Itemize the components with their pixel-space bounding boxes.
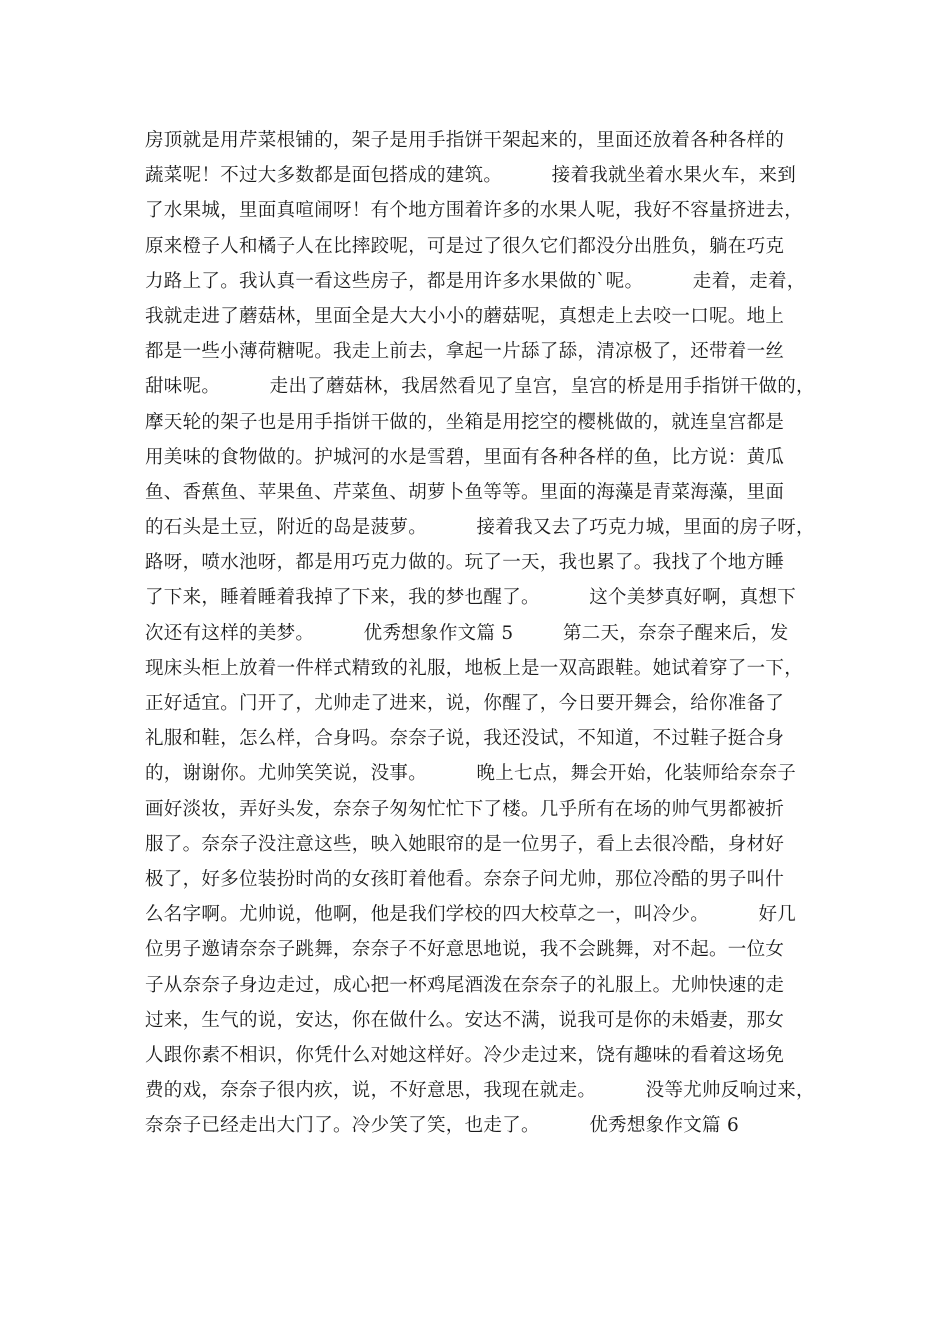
text-line: 画好淡妆，弄好头发，奈奈子匆匆忙忙下了楼。几乎所有在场的帅气男都被折 bbox=[145, 798, 785, 820]
text-line: 位男子邀请奈奈子跳舞，奈奈子不好意思地说，我不会跳舞，对不起。一位女 bbox=[145, 939, 785, 961]
text-line: 么名字啊。尤帅说，他啊，他是我们学校的四大校草之一，叫冷少。 好几 bbox=[145, 904, 797, 926]
text-line: 原来橙子人和橘子人在比摔跤呢，可是过了很久它们都没分出胜负，躺在巧克 bbox=[145, 235, 785, 257]
text-line: 礼服和鞋，怎么样，合身吗。奈奈子说，我还没试，不知道，不过鞋子挺合身 bbox=[145, 728, 785, 750]
text-line: 子从奈奈子身边走过，成心把一杯鸡尾酒泼在奈奈子的礼服上。尤帅快速的走 bbox=[145, 974, 785, 996]
text-line: 力路上了。我认真一看这些房子，都是用许多水果做的`呢。 走着，走着， bbox=[145, 270, 806, 292]
text-line: 的，谢谢你。尤帅笑笑说，没事。 晚上七点，舞会开始，化装师给奈奈子 bbox=[145, 763, 797, 785]
text-line: 我就走进了蘑菇林，里面全是大大小小的蘑菇呢，真想走上去咬一口呢。地上 bbox=[145, 305, 785, 327]
text-line: 甜味呢。 走出了蘑菇林，我居然看见了皇宫，皇宫的桥是用手指饼干做的， bbox=[145, 376, 815, 398]
text-line: 次还有这样的美梦。 优秀想象作文篇 5 第二天，奈奈子醒来后，发 bbox=[145, 622, 789, 644]
text-line: 费的戏，奈奈子很内疚，说，不好意思，我现在就走。 没等尤帅反响过来， bbox=[145, 1080, 815, 1102]
text-line: 人跟你素不相识，你凭什么对她这样好。冷少走过来，饶有趣味的看着这场免 bbox=[145, 1044, 785, 1066]
text-line: 服了。奈奈子没注意这些，映入她眼帘的是一位男子，看上去很冷酷，身材好 bbox=[145, 833, 785, 855]
text-line: 的石头是土豆，附近的岛是菠萝。 接着我又去了巧克力城，里面的房子呀， bbox=[145, 517, 815, 539]
text-line: 路呀，喷水池呀，都是用巧克力做的。玩了一天，我也累了。我找了个地方睡 bbox=[145, 552, 785, 574]
text-line: 了水果城，里面真喧闹呀！有个地方围着许多的水果人呢，我好不容量挤进去， bbox=[145, 200, 804, 222]
text-line: 摩天轮的架子也是用手指饼干做的，坐箱是用挖空的樱桃做的，就连皇宫都是 bbox=[145, 411, 785, 433]
text-line: 了下来，睡着睡着我掉了下来，我的梦也醒了。 这个美梦真好啊，真想下 bbox=[145, 587, 797, 609]
text-line: 房顶就是用芹菜根铺的，架子是用手指饼干架起来的，里面还放着各种各样的 bbox=[145, 130, 785, 151]
body-text bbox=[145, 123, 820, 1143]
text-line: 奈奈子已经走出大门了。冷少笑了笑，也走了。 优秀想象作文篇 6 bbox=[145, 1115, 740, 1137]
text-line: 极了，好多位装扮时尚的女孩盯着他看。奈奈子问尤帅，那位冷酷的男子叫什 bbox=[145, 868, 785, 890]
text-line: 过来，生气的说，安达，你在做什么。安达不满，说我可是你的未婚妻，那女 bbox=[145, 1009, 785, 1031]
text-line: 用美味的食物做的。护城河的水是雪碧，里面有各种各样的鱼，比方说：黄瓜 bbox=[145, 446, 785, 468]
text-line: 正好适宜。门开了，尤帅走了进来，说，你醒了，今日要开舞会，给你准备了 bbox=[145, 693, 785, 714]
text-line: 鱼、香蕉鱼、苹果鱼、芹菜鱼、胡萝卜鱼等等。里面的海藻是青菜海藻，里面 bbox=[145, 481, 785, 503]
text-line: 现床头柜上放着一件样式精致的礼服，地板上是一双高跟鞋。她试着穿了一下， bbox=[145, 657, 804, 679]
text-line: 蔬菜呢！不过大多数都是面包搭成的建筑。 接着我就坐着水果火车，来到 bbox=[145, 165, 797, 187]
text-line: 都是一些小薄荷糖呢。我走上前去，拿起一片舔了舔，清凉极了，还带着一丝 bbox=[145, 341, 785, 363]
